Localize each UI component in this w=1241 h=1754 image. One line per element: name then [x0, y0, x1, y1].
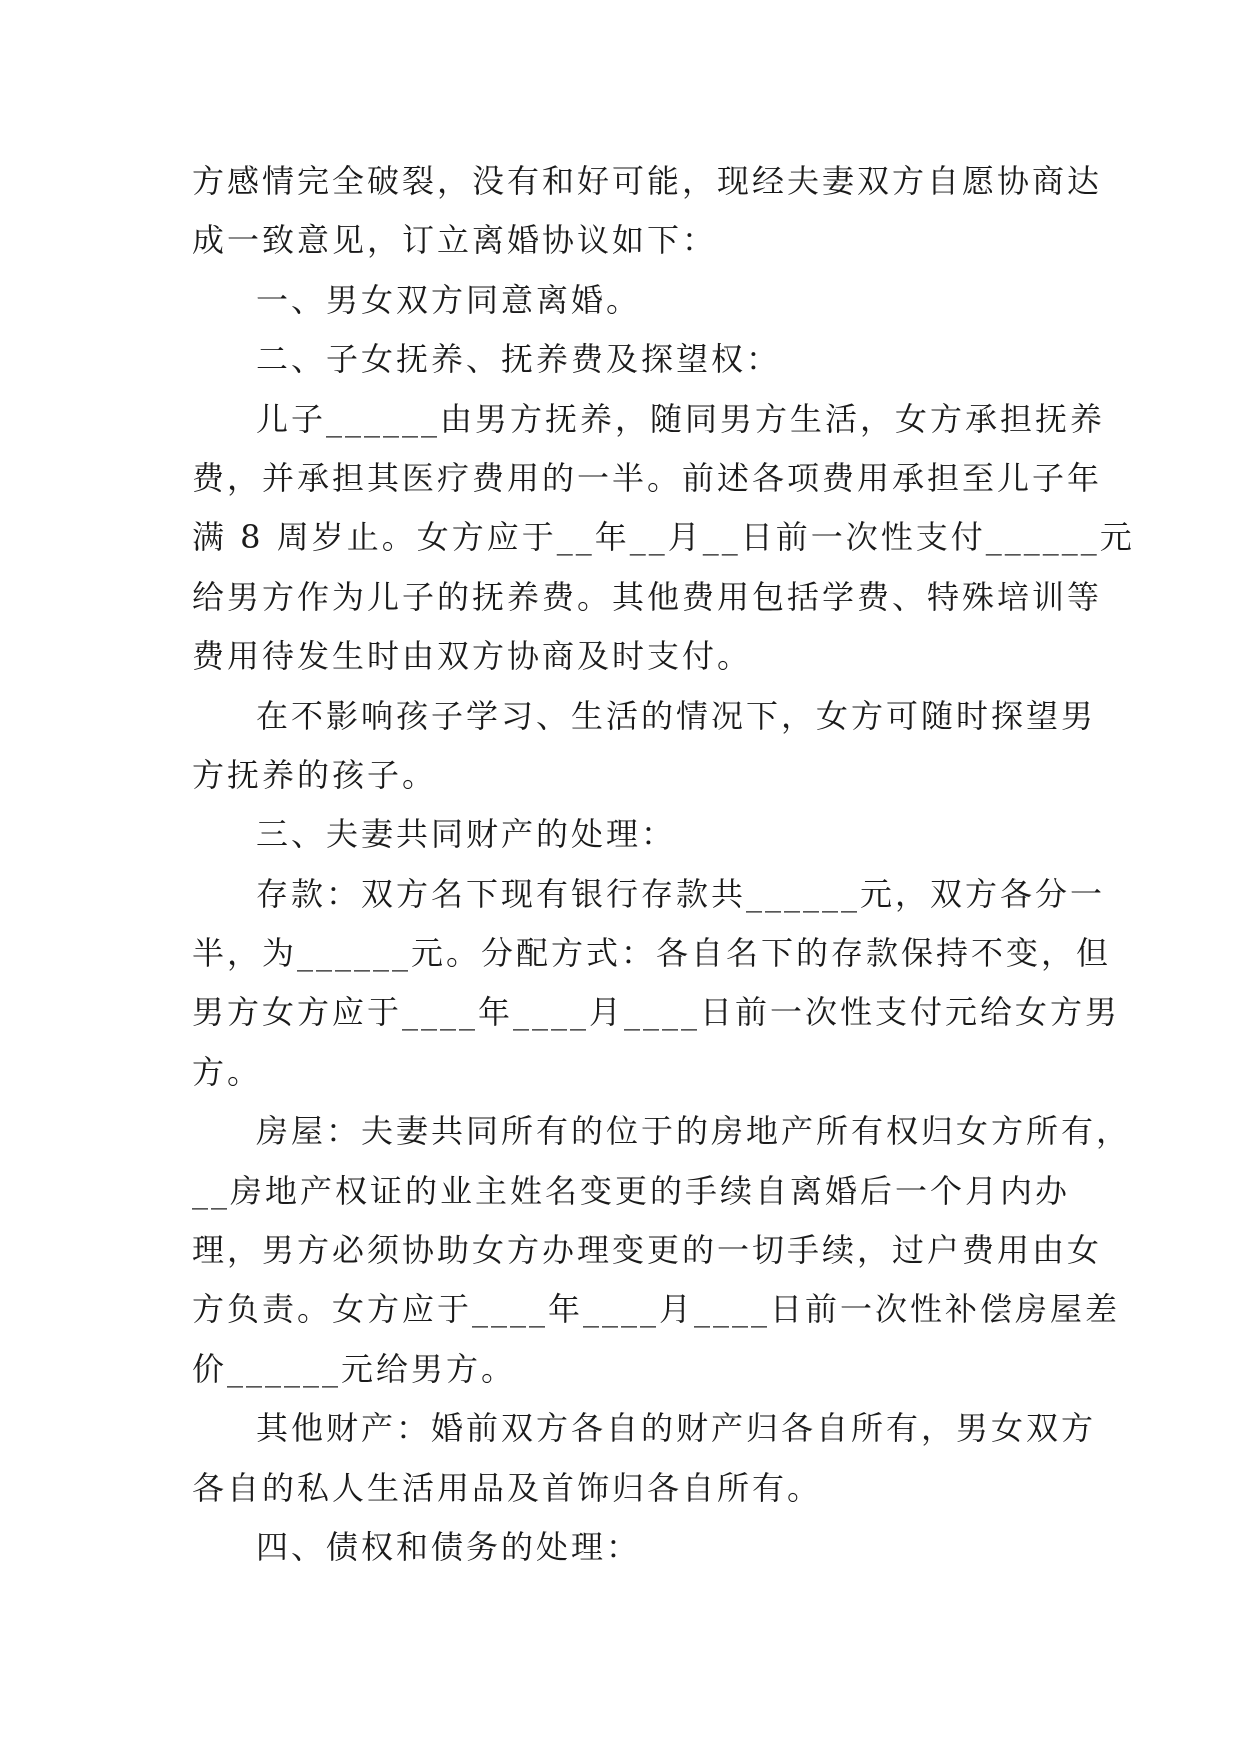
text-line: 四、债权和债务的处理： — [256, 1527, 642, 1566]
text-line: 理，男方必须协助女方办理变更的一切手续，过户费用由女 — [192, 1231, 1103, 1270]
text-line: 在不影响孩子学习、生活的情况下，女方可随时探望男 — [256, 696, 1097, 735]
text-line: 一、男女双方同意离婚。 — [256, 280, 642, 319]
section-heading — [192, 813, 1052, 856]
document-body — [192, 160, 1135, 1585]
text-line: 房屋：夫妻共同所有的位于的房地产所有权归女方所有， — [256, 1112, 1132, 1151]
paragraph — [192, 398, 1135, 679]
text-line: 存款：双方名下现有银行存款共______元，双方各分一 — [256, 874, 1106, 913]
text-line: 费用待发生时由双方协商及时支付。 — [192, 637, 753, 676]
text-line: 给男方作为儿子的抚养费。其他费用包括学费、特殊培训等 — [192, 577, 1103, 616]
paragraph — [192, 160, 1103, 262]
text-line: 方负责。女方应于____年____月____日前一次性补偿房屋差 — [192, 1290, 1121, 1329]
paragraph — [192, 695, 1097, 797]
section-heading — [192, 338, 1052, 381]
text-line: 费，并承担其医疗费用的一半。前述各项费用承担至儿子年 — [192, 458, 1103, 497]
paragraph — [192, 1110, 1132, 1391]
text-line: 各自的私人生活用品及首饰归各自所有。 — [192, 1468, 823, 1507]
text-line: 满 8 周岁止。女方应于__年__月__日前一次性支付______元 — [192, 518, 1135, 557]
paragraph — [192, 1407, 1097, 1509]
text-line: 儿子______由男方抚养，随同男方生活，女方承担抚养 — [256, 399, 1106, 438]
text-line: 成一致意见，订立离婚协议如下： — [192, 221, 718, 260]
text-line: 男方女方应于____年____月____日前一次性支付元给女方男 — [192, 993, 1121, 1032]
section-heading — [192, 279, 1052, 322]
text-line: 方感情完全破裂，没有和好可能，现经夫妻双方自愿协商达 — [192, 162, 1103, 200]
text-line: 二、子女抚养、抚养费及探望权： — [256, 340, 782, 379]
text-line: 三、夫妻共同财产的处理： — [256, 815, 677, 854]
section-heading — [192, 1526, 1052, 1569]
text-line: 半，为______元。分配方式：各自名下的存款保持不变，但 — [192, 934, 1112, 973]
text-line: 方抚养的孩子。 — [192, 755, 438, 794]
text-line: 方。 — [192, 1052, 263, 1091]
text-line: __房地产权证的业主姓名变更的手续自离婚后一个月内办 — [192, 1171, 1071, 1210]
paragraph — [192, 873, 1121, 1094]
text-line: 其他财产：婚前双方各自的财产归各自所有，男女双方 — [256, 1409, 1097, 1448]
text-line: 价______元给男方。 — [192, 1349, 517, 1388]
